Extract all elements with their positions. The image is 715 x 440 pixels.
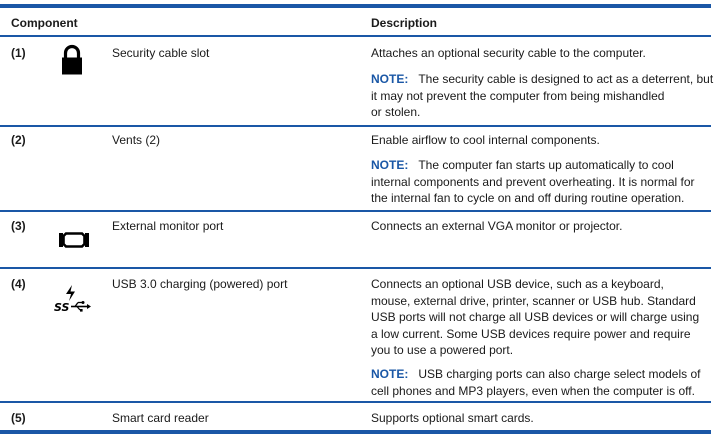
row-number: (2) [11,133,26,147]
header-description: Description [371,16,438,30]
row-number: (3) [11,219,26,233]
note-text-continued: internal components and prevent overheating. It is normal for the internal fan to cycle on and off during routine operation. [371,174,695,205]
component-description: Connects an optional USB device, such as a keyboard, mouse, external drive, printer, scanner or USB hub. Standard USB ports will not charge all USB devices or will charge using a low current. Some USB devices require power and require you to use a powered port. [371,277,700,357]
note-text: The security cable is designed to act as a deterrent, but [418,72,714,86]
note-text: USB charging ports can also charge select models of cell phones and MP3 players, even when the computer is off. [371,367,701,398]
note-block [371,71,714,121]
component-name: Vents (2) [112,133,161,147]
usb-superspeed-charging-icon [53,283,93,318]
component-name: Security cable slot [112,46,210,60]
note-text-continued: it may not prevent the computer from being mishandled or stolen. [371,88,665,119]
component-name: Smart card reader [112,411,209,425]
note-block [371,157,703,207]
component-description: Supports optional smart cards. [371,411,534,425]
row-divider [0,210,711,212]
vga-monitor-port-icon [58,232,90,253]
row-number: (5) [11,411,26,425]
header-component: Component [11,16,78,30]
component-name: USB 3.0 charging (powered) port [112,277,288,291]
padlock-icon [61,44,83,81]
row-divider [0,267,711,269]
table-top-rule [0,4,711,8]
table-bottom-rule [0,430,711,434]
row-number: (1) [11,46,26,60]
row-number: (4) [11,277,26,291]
note-block [371,366,703,399]
row-divider [0,125,711,127]
component-description: Connects an external VGA monitor or projector. [371,219,623,233]
note-text: The computer fan starts up automatically to cool [418,158,674,172]
component-description: Enable airflow to cool internal components. [371,133,600,147]
header-rule [0,35,711,37]
note-label: NOTE: [371,72,409,86]
row-divider [0,401,711,403]
note-label: NOTE: [371,158,409,172]
svg-text:SS: SS [54,301,70,313]
component-description: Attaches an optional security cable to the computer. [371,46,646,60]
component-name: External monitor port [112,219,224,233]
note-label: NOTE: [371,367,409,381]
